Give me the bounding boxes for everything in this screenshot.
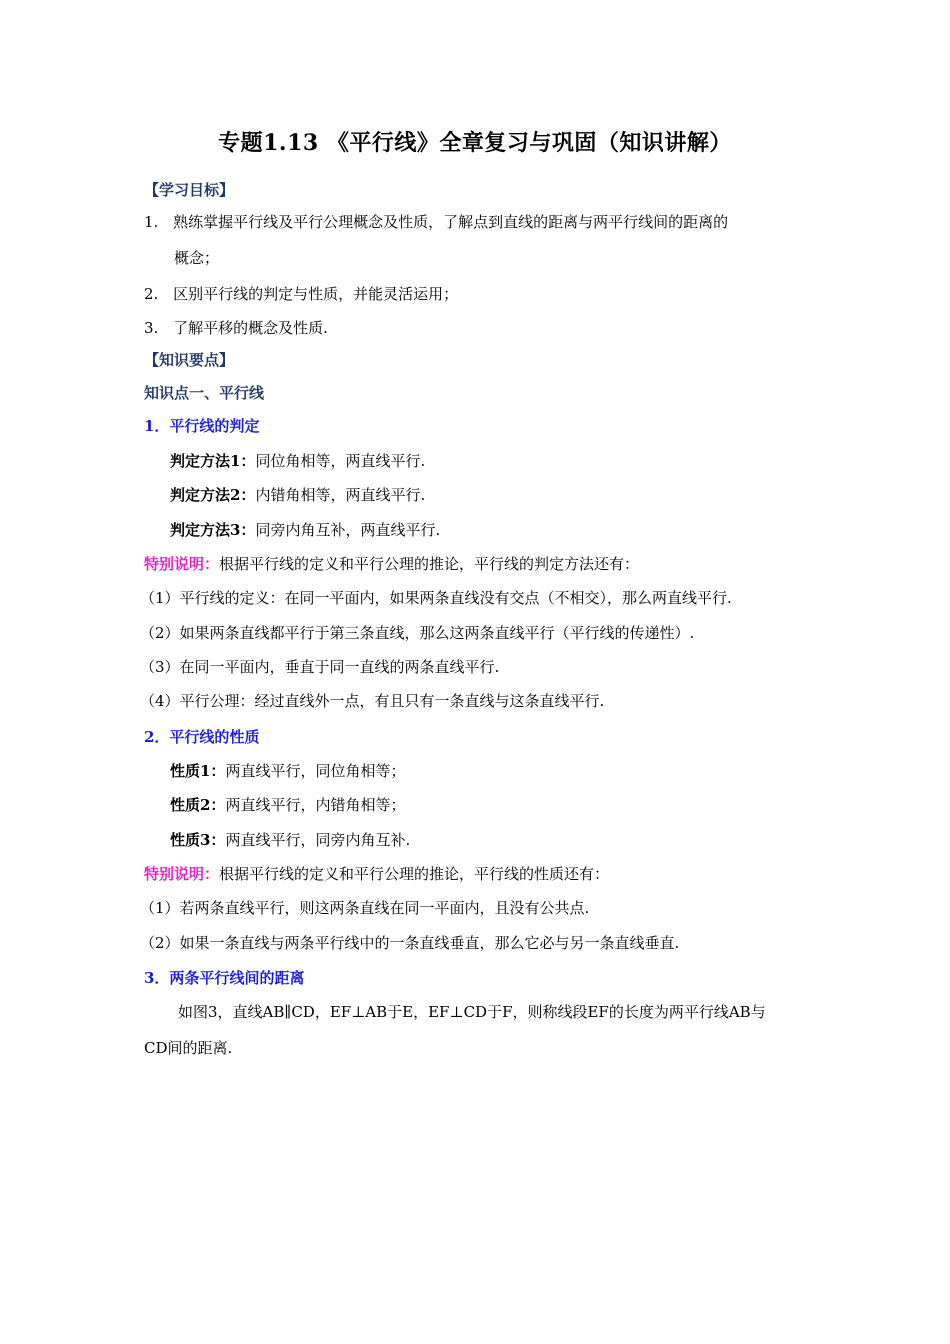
judgement-method-1 bbox=[170, 451, 425, 471]
method-label: 判定方法3： bbox=[170, 521, 256, 539]
objective-item-1 bbox=[144, 212, 728, 232]
method-text: 同旁内角互补，两直线平行. bbox=[255, 521, 441, 539]
property-3 bbox=[170, 830, 410, 850]
property-text: 两直线平行，同位角相等； bbox=[225, 762, 406, 780]
note-label: 特别说明： bbox=[144, 555, 220, 573]
objective-text: 熟练掌握平行线及平行公理概念及性质，了解点到直线的距离与两平行线间的距离的 bbox=[173, 213, 729, 231]
property-label: 性质3： bbox=[170, 831, 226, 849]
objective-text: 了解平移的概念及性质. bbox=[173, 319, 328, 337]
note-text: 根据平行线的定义和平行公理的推论，平行线的判定方法还有： bbox=[219, 555, 640, 573]
property-text: 两直线平行，同旁内角互补. bbox=[225, 831, 411, 849]
property-1 bbox=[170, 761, 405, 781]
note-label: 特别说明： bbox=[144, 865, 220, 883]
judgement-method-3 bbox=[170, 520, 440, 540]
objective-item-1-continuation: 概念； bbox=[174, 249, 220, 267]
knowledge-point-1: 知识点一、平行线 bbox=[144, 384, 265, 402]
distance-heading: 3．两条平行线间的距离 bbox=[144, 969, 305, 987]
objective-item-2 bbox=[144, 284, 458, 304]
judgement-extra-1: （1）平行线的定义：在同一平面内，如果两条直线没有交点（不相交），那么两直线平行. bbox=[140, 589, 732, 607]
property-label: 性质2： bbox=[170, 796, 226, 814]
judgement-extra-2: （2）如果两条直线都平行于第三条直线，那么这两条直线平行（平行线的传递性）. bbox=[140, 624, 695, 642]
method-text: 同位角相等，两直线平行. bbox=[255, 452, 426, 470]
properties-note bbox=[144, 864, 609, 884]
objective-number: 2. bbox=[144, 285, 159, 303]
properties-extra-1: （1）若两条直线平行，则这两条直线在同一平面内，且没有公共点. bbox=[140, 899, 590, 917]
objective-item-3 bbox=[144, 318, 328, 338]
properties-heading: 2．平行线的性质 bbox=[144, 728, 260, 746]
distance-text-line-2: CD间的距离. bbox=[144, 1039, 233, 1057]
knowledge-heading: 【知识要点】 bbox=[144, 351, 235, 369]
judgement-extra-3: （3）在同一平面内，垂直于同一直线的两条直线平行. bbox=[140, 658, 500, 676]
method-text: 内错角相等，两直线平行. bbox=[255, 486, 426, 504]
objective-number: 3. bbox=[144, 319, 159, 337]
property-label: 性质1： bbox=[170, 762, 226, 780]
note-text: 根据平行线的定义和平行公理的推论，平行线的性质还有： bbox=[219, 865, 610, 883]
property-2 bbox=[170, 795, 405, 815]
judgement-note bbox=[144, 554, 639, 574]
judgement-heading: 1．平行线的判定 bbox=[144, 417, 260, 435]
objectives-heading: 【学习目标】 bbox=[144, 181, 235, 199]
properties-extra-2: （2）如果一条直线与两条平行线中的一条直线垂直，那么它必与另一条直线垂直. bbox=[140, 934, 680, 952]
objective-number: 1. bbox=[144, 213, 159, 231]
judgement-extra-4: （4）平行公理：经过直线外一点，有且只有一条直线与这条直线平行. bbox=[140, 692, 605, 710]
property-text: 两直线平行，内错角相等； bbox=[225, 796, 406, 814]
judgement-method-2 bbox=[170, 485, 425, 505]
page-title: 专题1.13 《平行线》全章复习与巩固（知识讲解） bbox=[218, 130, 732, 156]
method-label: 判定方法2： bbox=[170, 486, 256, 504]
distance-text-line-1: 如图3，直线AB∥CD，EF⊥AB于E，EF⊥CD于F，则称线段EF的长度为两平行线AB与 bbox=[178, 1003, 766, 1021]
method-label: 判定方法1： bbox=[170, 452, 256, 470]
objective-text: 区别平行线的判定与性质，并能灵活运用； bbox=[173, 285, 459, 303]
